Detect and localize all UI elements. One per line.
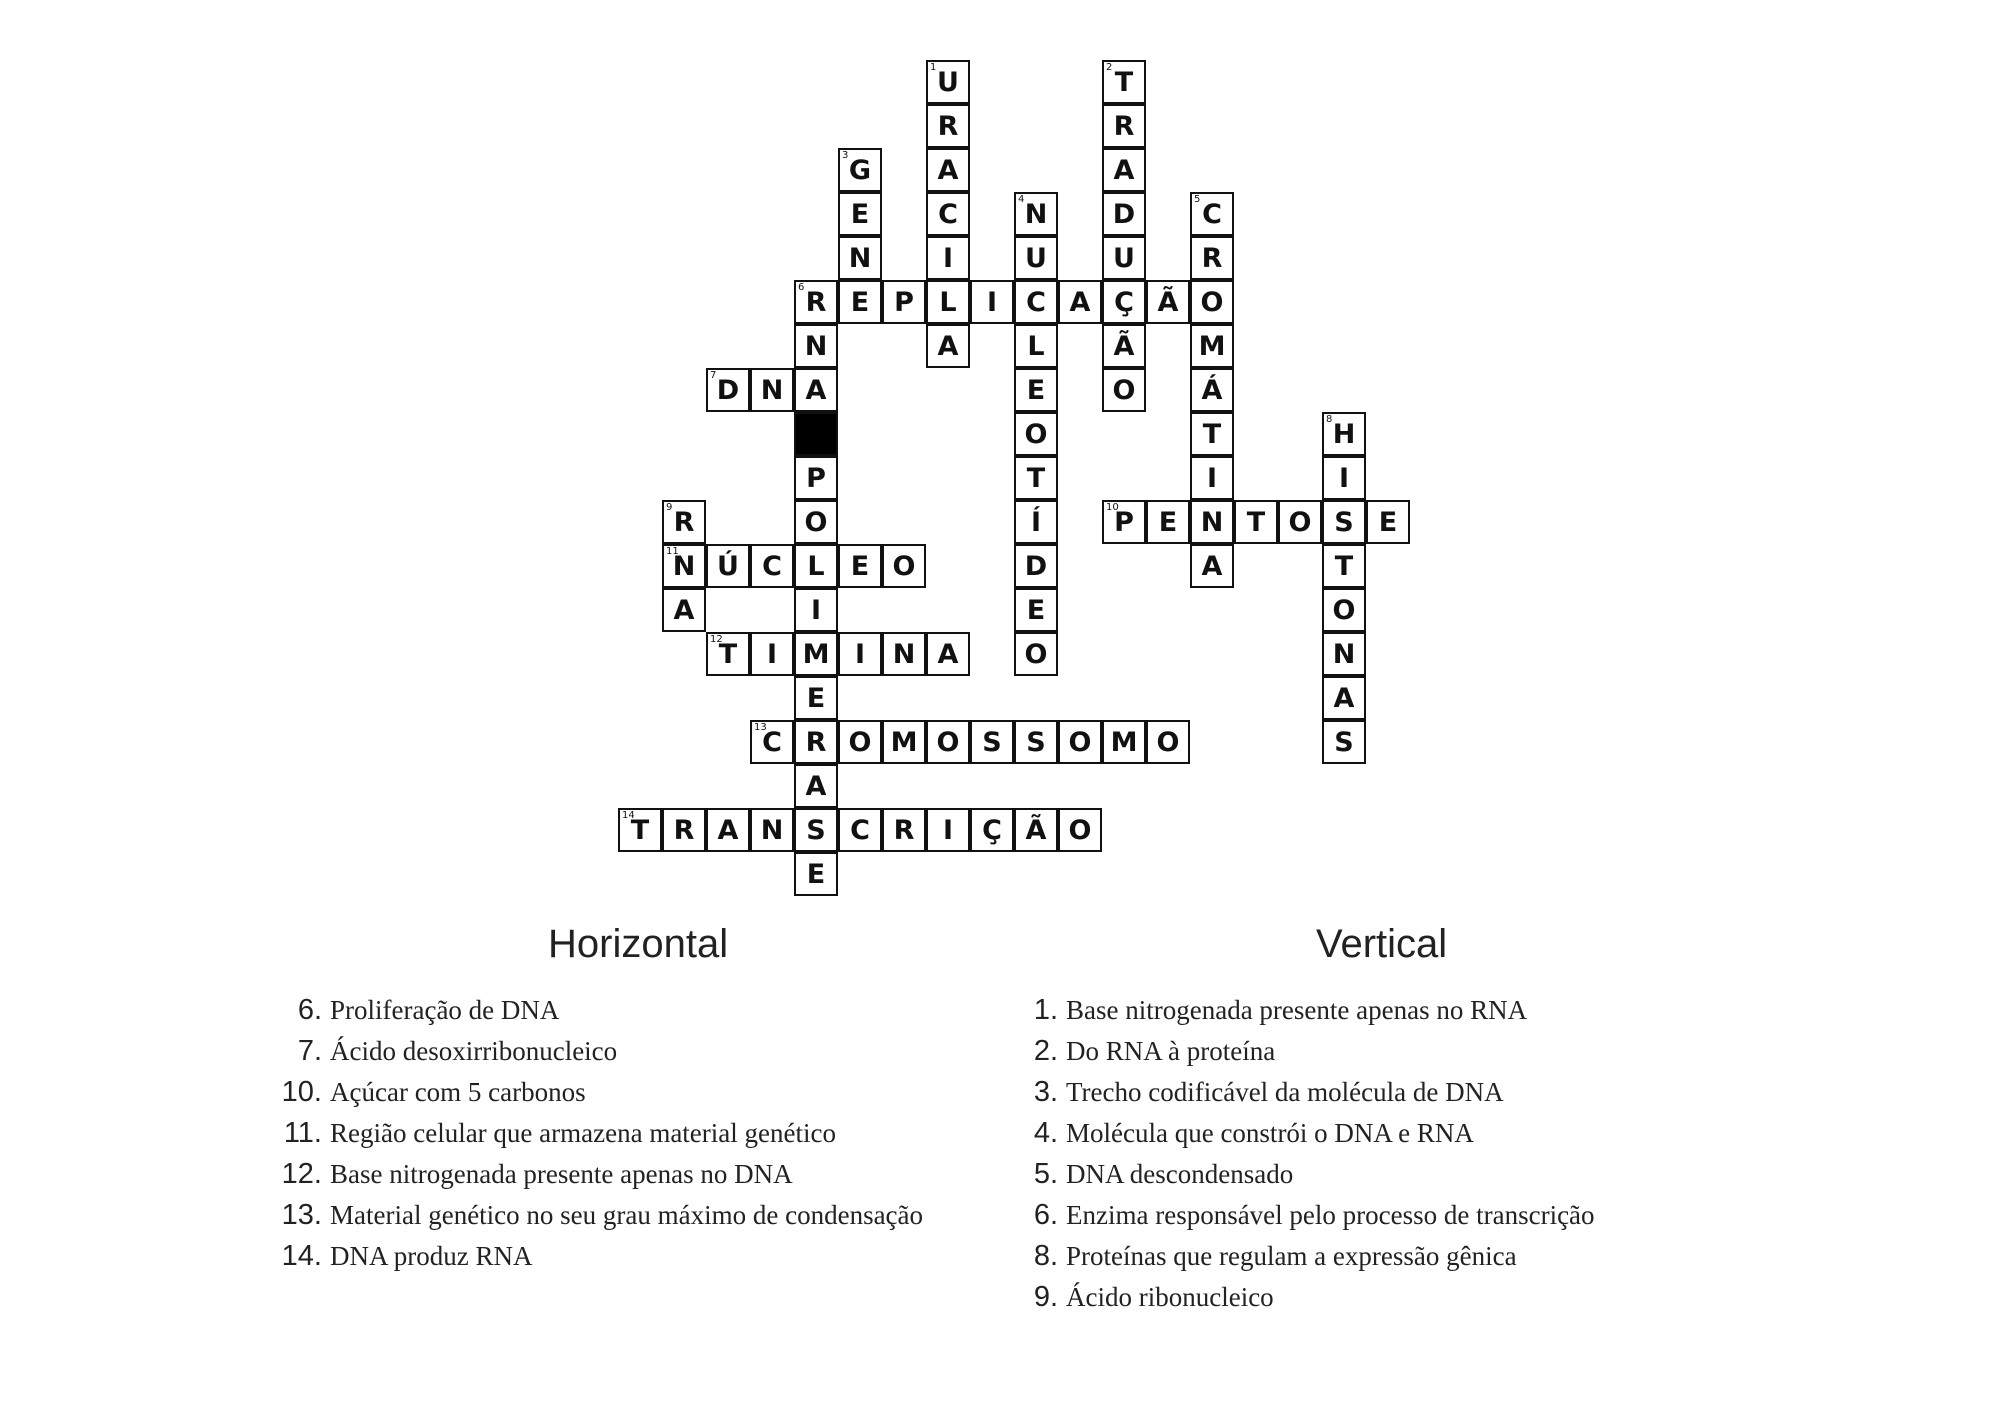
grid-cell[interactable] (838, 236, 882, 280)
cell-letter: M (1110, 727, 1138, 758)
cell-letter: N (1024, 199, 1048, 230)
clue-number: 6. (297, 994, 322, 1026)
grid-cell[interactable] (926, 60, 970, 104)
vertical-heading: Vertical (1316, 922, 1448, 966)
grid-cell[interactable] (838, 192, 882, 236)
grid-cell[interactable] (926, 632, 970, 676)
grid-cell[interactable] (838, 544, 882, 588)
clue-text: Material genético no seu grau máximo de condensação (330, 1200, 924, 1230)
cell-letter: Ç (982, 815, 1002, 846)
clue-text: DNA descondensado (1066, 1159, 1294, 1189)
grid-cell[interactable] (882, 808, 926, 852)
horizontal-clue (266, 1154, 923, 1195)
horizontal-clue (266, 1113, 923, 1154)
cell-letter: U (937, 67, 959, 98)
grid-cell[interactable] (662, 588, 706, 632)
cell-letter: C (1026, 287, 1046, 318)
clue-number: 7. (297, 1035, 322, 1067)
horizontal-clue (266, 1236, 923, 1277)
grid-cell[interactable] (1190, 544, 1234, 588)
grid-cell[interactable] (1058, 808, 1102, 852)
grid-cell[interactable] (1146, 280, 1190, 324)
cell-letter: T (1246, 507, 1266, 538)
cell-letter: D (716, 375, 740, 406)
clue-number-label: 4 (1018, 194, 1025, 205)
grid-cell[interactable] (1014, 236, 1058, 280)
cell-letter: O (1068, 815, 1092, 846)
cell-letter: R (893, 815, 915, 846)
cell-letter: L (807, 551, 825, 582)
cell-letter: S (1026, 727, 1046, 758)
cell-letter: N (848, 243, 872, 274)
cell-letter: O (1156, 727, 1180, 758)
cell-letter: M (1198, 331, 1226, 362)
grid-cell[interactable] (1014, 808, 1058, 852)
cell-letter: A (1069, 287, 1091, 318)
grid-cell[interactable] (1058, 720, 1102, 764)
clue-number: 14. (281, 1240, 322, 1272)
vertical-clue (1002, 1277, 1595, 1318)
cell-letter: R (805, 287, 827, 318)
cell-letter: M (802, 639, 830, 670)
grid-cell[interactable] (1102, 324, 1146, 368)
cell-letter: C (938, 199, 958, 230)
horizontal-clue (266, 1031, 923, 1072)
grid-cell[interactable] (838, 148, 882, 192)
cell-letter: E (850, 287, 870, 318)
grid-cell[interactable] (794, 808, 838, 852)
cell-letter: T (718, 639, 738, 670)
cell-letter: L (939, 287, 957, 318)
grid-cell[interactable] (750, 368, 794, 412)
grid-cell[interactable] (1146, 720, 1190, 764)
clue-number: 9. (1033, 1281, 1058, 1313)
cell-letter: S (806, 815, 826, 846)
clue-number-label: 14 (622, 810, 635, 821)
cell-letter: E (850, 551, 870, 582)
cell-letter: S (1334, 507, 1354, 538)
cell-letter: Ã (1113, 331, 1135, 362)
cell-letter: E (1026, 375, 1046, 406)
grid-cell[interactable] (1234, 500, 1278, 544)
grid-cell[interactable] (838, 808, 882, 852)
clue-number-label: 13 (754, 722, 767, 733)
cell-letter: P (806, 463, 826, 494)
cell-letter: O (1112, 375, 1136, 406)
grid-cell[interactable] (1014, 412, 1058, 456)
grid-cell[interactable] (970, 720, 1014, 764)
cell-letter: A (937, 639, 959, 670)
grid-cell[interactable] (706, 632, 750, 676)
grid-cell[interactable] (926, 104, 970, 148)
grid-cell[interactable] (794, 500, 838, 544)
vertical-clue (1002, 1236, 1595, 1277)
cell-letter: U (1113, 243, 1135, 274)
clue-text: Molécula que constrói o DNA e RNA (1066, 1118, 1474, 1148)
grid-cell[interactable] (1014, 456, 1058, 500)
cell-letter: R (805, 727, 827, 758)
cell-letter: P (894, 287, 914, 318)
grid-cell[interactable] (1014, 588, 1058, 632)
clue-number-label: 11 (666, 546, 679, 557)
grid-cell[interactable] (970, 808, 1014, 852)
clue-text: Proliferação de DNA (330, 995, 560, 1025)
grid-cell[interactable] (794, 280, 838, 324)
clue-number-label: 1 (930, 62, 937, 73)
cell-letter: P (1114, 507, 1134, 538)
clue-number: 4. (1033, 1117, 1058, 1149)
cell-letter: M (890, 727, 918, 758)
grid-cell[interactable] (1322, 544, 1366, 588)
clue-text: Região celular que armazena material genético (330, 1118, 836, 1148)
grid-cell[interactable] (926, 720, 970, 764)
grid-cell[interactable] (926, 324, 970, 368)
cell-letter: I (854, 639, 866, 670)
grid-cell[interactable] (926, 236, 970, 280)
cell-letter: D (1024, 551, 1048, 582)
cell-letter: I (1206, 463, 1218, 494)
clue-number-label: 6 (798, 282, 805, 293)
cell-letter: R (673, 507, 695, 538)
cell-letter: A (805, 771, 827, 802)
vertical-clue (1002, 1072, 1595, 1113)
grid-cell[interactable] (1190, 192, 1234, 236)
cell-letter: N (892, 639, 916, 670)
grid-cell[interactable] (1190, 456, 1234, 500)
grid-cell[interactable] (794, 324, 838, 368)
grid-cell[interactable] (794, 368, 838, 412)
clue-number-label: 2 (1106, 62, 1113, 73)
cell-letter: C (762, 551, 782, 582)
cell-letter: L (1027, 331, 1045, 362)
grid-cell[interactable] (662, 544, 706, 588)
grid-cell[interactable] (1366, 500, 1410, 544)
grid-cell[interactable] (1322, 720, 1366, 764)
cell-letter: Ã (1157, 287, 1179, 318)
vertical-clue (1002, 1113, 1595, 1154)
clue-text: Do RNA à proteína (1066, 1036, 1276, 1066)
cell-letter: Í (1030, 507, 1042, 538)
cell-letter: R (1113, 111, 1135, 142)
clue-text: Trecho codificável da molécula de DNA (1066, 1077, 1504, 1107)
grid-cell[interactable] (1146, 500, 1190, 544)
grid-cell[interactable] (1102, 720, 1146, 764)
grid-cell[interactable] (838, 632, 882, 676)
grid-cell[interactable] (1014, 368, 1058, 412)
horizontal-clue-list (266, 990, 923, 1277)
clue-number-label: 9 (666, 502, 673, 513)
cell-letter: O (936, 727, 960, 758)
cell-letter: O (804, 507, 828, 538)
clue-text: Ácido desoxirribonucleico (330, 1036, 618, 1066)
cell-letter: D (1112, 199, 1136, 230)
cell-letter: Ç (1114, 287, 1134, 318)
grid-cell[interactable] (882, 280, 926, 324)
cell-letter: O (1024, 639, 1048, 670)
cell-letter: H (1332, 419, 1356, 450)
cell-letter: T (1202, 419, 1222, 450)
cell-letter: A (1201, 551, 1223, 582)
clue-number-label: 7 (710, 370, 717, 381)
cell-letter: S (1334, 727, 1354, 758)
cell-letter: I (766, 639, 778, 670)
cell-letter: C (850, 815, 870, 846)
clue-number-label: 12 (710, 634, 723, 645)
cell-letter: U (1025, 243, 1047, 274)
horizontal-clue (266, 990, 923, 1031)
grid-cell[interactable] (1322, 632, 1366, 676)
grid-cell[interactable] (838, 720, 882, 764)
grid-cell[interactable] (882, 720, 926, 764)
cell-letter: O (848, 727, 872, 758)
grid-cell[interactable] (1014, 192, 1058, 236)
grid-cell[interactable] (1014, 324, 1058, 368)
cell-letter: N (672, 551, 696, 582)
grid-cell[interactable] (1322, 588, 1366, 632)
cell-letter: R (937, 111, 959, 142)
cell-letter: E (1158, 507, 1178, 538)
grid-cell[interactable] (706, 544, 750, 588)
grid-cell[interactable] (1102, 368, 1146, 412)
cell-letter: A (1333, 683, 1355, 714)
cell-letter: A (673, 595, 695, 626)
grid-cell[interactable] (662, 500, 706, 544)
cell-letter: A (937, 331, 959, 362)
grid-cell[interactable] (1190, 324, 1234, 368)
cell-letter: C (1202, 199, 1222, 230)
cell-letter: Á (1201, 375, 1223, 406)
cell-letter: T (1114, 67, 1134, 98)
clue-number: 1. (1033, 994, 1058, 1026)
grid-cell[interactable] (926, 808, 970, 852)
grid-cell[interactable] (794, 764, 838, 808)
cell-letter: I (942, 243, 954, 274)
vertical-clue (1002, 1154, 1595, 1195)
clue-number-label: 8 (1326, 414, 1333, 425)
vertical-clue (1002, 1195, 1595, 1236)
grid-cell[interactable] (794, 456, 838, 500)
cell-letter: N (760, 375, 784, 406)
grid-cell[interactable] (970, 280, 1014, 324)
horizontal-clue (266, 1072, 923, 1113)
grid-cell[interactable] (1102, 148, 1146, 192)
cell-letter: S (982, 727, 1002, 758)
cell-letter: I (942, 815, 954, 846)
grid-cell[interactable] (838, 280, 882, 324)
grid-cell[interactable] (750, 632, 794, 676)
clue-number: 2. (1033, 1035, 1058, 1067)
cell-letter: R (1201, 243, 1223, 274)
clue-text: Base nitrogenada presente apenas no DNA (330, 1159, 793, 1189)
clue-text: Ácido ribonucleico (1066, 1282, 1274, 1312)
grid-cell[interactable] (1058, 280, 1102, 324)
cell-letter: O (1332, 595, 1356, 626)
cell-letter: O (1068, 727, 1092, 758)
grid-cell[interactable] (750, 544, 794, 588)
cell-letter: I (810, 595, 822, 626)
grid-cell[interactable] (750, 720, 794, 764)
clue-number: 6. (1033, 1199, 1058, 1231)
grid-cell[interactable] (1190, 280, 1234, 324)
grid-cell[interactable] (1278, 500, 1322, 544)
clue-text: DNA produz RNA (330, 1241, 533, 1271)
grid-cell[interactable] (1102, 104, 1146, 148)
grid-cell[interactable] (750, 808, 794, 852)
grid-cell[interactable] (1190, 412, 1234, 456)
grid-cell[interactable] (794, 852, 838, 896)
cell-letter: A (805, 375, 827, 406)
grid-cell[interactable] (1014, 544, 1058, 588)
cell-letter: E (806, 859, 826, 890)
cell-letter: O (892, 551, 916, 582)
cell-letter: T (1026, 463, 1046, 494)
grid-cell[interactable] (1322, 412, 1366, 456)
grid-cell[interactable] (1190, 236, 1234, 280)
cell-letter: A (937, 155, 959, 186)
cell-letter: O (1288, 507, 1312, 538)
grid-cell[interactable] (618, 808, 662, 852)
grid-cell[interactable] (1014, 720, 1058, 764)
cell-letter: A (1113, 155, 1135, 186)
cell-letter: Ú (717, 551, 739, 582)
cell-letter: N (1200, 507, 1224, 538)
grid-cell[interactable] (1014, 632, 1058, 676)
grid-cell[interactable] (926, 148, 970, 192)
grid-cell[interactable] (1102, 280, 1146, 324)
cell-letter: T (630, 815, 650, 846)
grid-cell[interactable] (794, 632, 838, 676)
clue-number: 8. (1033, 1240, 1058, 1272)
clue-text: Proteínas que regulam a expressão gênica (1066, 1241, 1517, 1271)
clue-text: Enzima responsável pelo processo de transcrição (1066, 1200, 1595, 1230)
grid-cell[interactable] (882, 632, 926, 676)
grid-cell[interactable] (1014, 280, 1058, 324)
clue-number: 10. (281, 1076, 322, 1108)
cell-letter: I (1338, 463, 1350, 494)
clue-number: 13. (281, 1199, 322, 1231)
clue-number: 11. (283, 1117, 322, 1149)
cell-letter: E (1378, 507, 1398, 538)
clue-number-label: 10 (1106, 502, 1119, 513)
grid-cell[interactable] (926, 280, 970, 324)
cell-letter: I (986, 287, 998, 318)
cell-letter: G (848, 155, 872, 186)
clue-number: 12. (281, 1158, 322, 1190)
grid-cell[interactable] (1102, 236, 1146, 280)
clue-text: Açúcar com 5 carbonos (330, 1077, 586, 1107)
clue-number: 5. (1033, 1158, 1058, 1190)
grid-cell[interactable] (1322, 676, 1366, 720)
grid-cell[interactable] (1322, 456, 1366, 500)
cell-letter: E (850, 199, 870, 230)
grid-cell[interactable] (1102, 500, 1146, 544)
grid-cell[interactable] (706, 808, 750, 852)
grid-cell[interactable] (794, 676, 838, 720)
vertical-clue (1002, 990, 1595, 1031)
vertical-clue-list (1002, 990, 1595, 1318)
grid-cell[interactable] (1102, 60, 1146, 104)
grid-cell[interactable] (794, 588, 838, 632)
clue-number-label: 3 (842, 150, 849, 161)
cell-letter: N (804, 331, 828, 362)
grid-cell[interactable] (706, 368, 750, 412)
grid-cell[interactable] (882, 544, 926, 588)
cell-letter: Ã (1025, 815, 1047, 846)
cell-letter: E (806, 683, 826, 714)
grid-cell[interactable] (1102, 192, 1146, 236)
cell-letter: N (1332, 639, 1356, 670)
grid-cell[interactable] (1014, 500, 1058, 544)
cell-letter: T (1334, 551, 1354, 582)
clue-text: Base nitrogenada presente apenas no RNA (1066, 995, 1528, 1025)
cell-letter: C (762, 727, 782, 758)
grid-cell[interactable] (662, 808, 706, 852)
horizontal-clue (266, 1195, 923, 1236)
horizontal-heading: Horizontal (548, 922, 729, 966)
grid-cell[interactable] (794, 544, 838, 588)
cell-letter: O (1024, 419, 1048, 450)
cell-letter: E (1026, 595, 1046, 626)
grid-cell[interactable] (1190, 368, 1234, 412)
black-cell (794, 412, 838, 456)
grid-cell[interactable] (1190, 500, 1234, 544)
cell-letter: N (760, 815, 784, 846)
clue-number-label: 5 (1194, 194, 1201, 205)
grid-cell[interactable] (926, 192, 970, 236)
grid-cell[interactable] (1322, 500, 1366, 544)
vertical-clue (1002, 1031, 1595, 1072)
cell-letter: O (1200, 287, 1224, 318)
cell-letter: A (717, 815, 739, 846)
grid-cell[interactable] (794, 720, 838, 764)
cell-letter: R (673, 815, 695, 846)
clue-number: 3. (1033, 1076, 1058, 1108)
